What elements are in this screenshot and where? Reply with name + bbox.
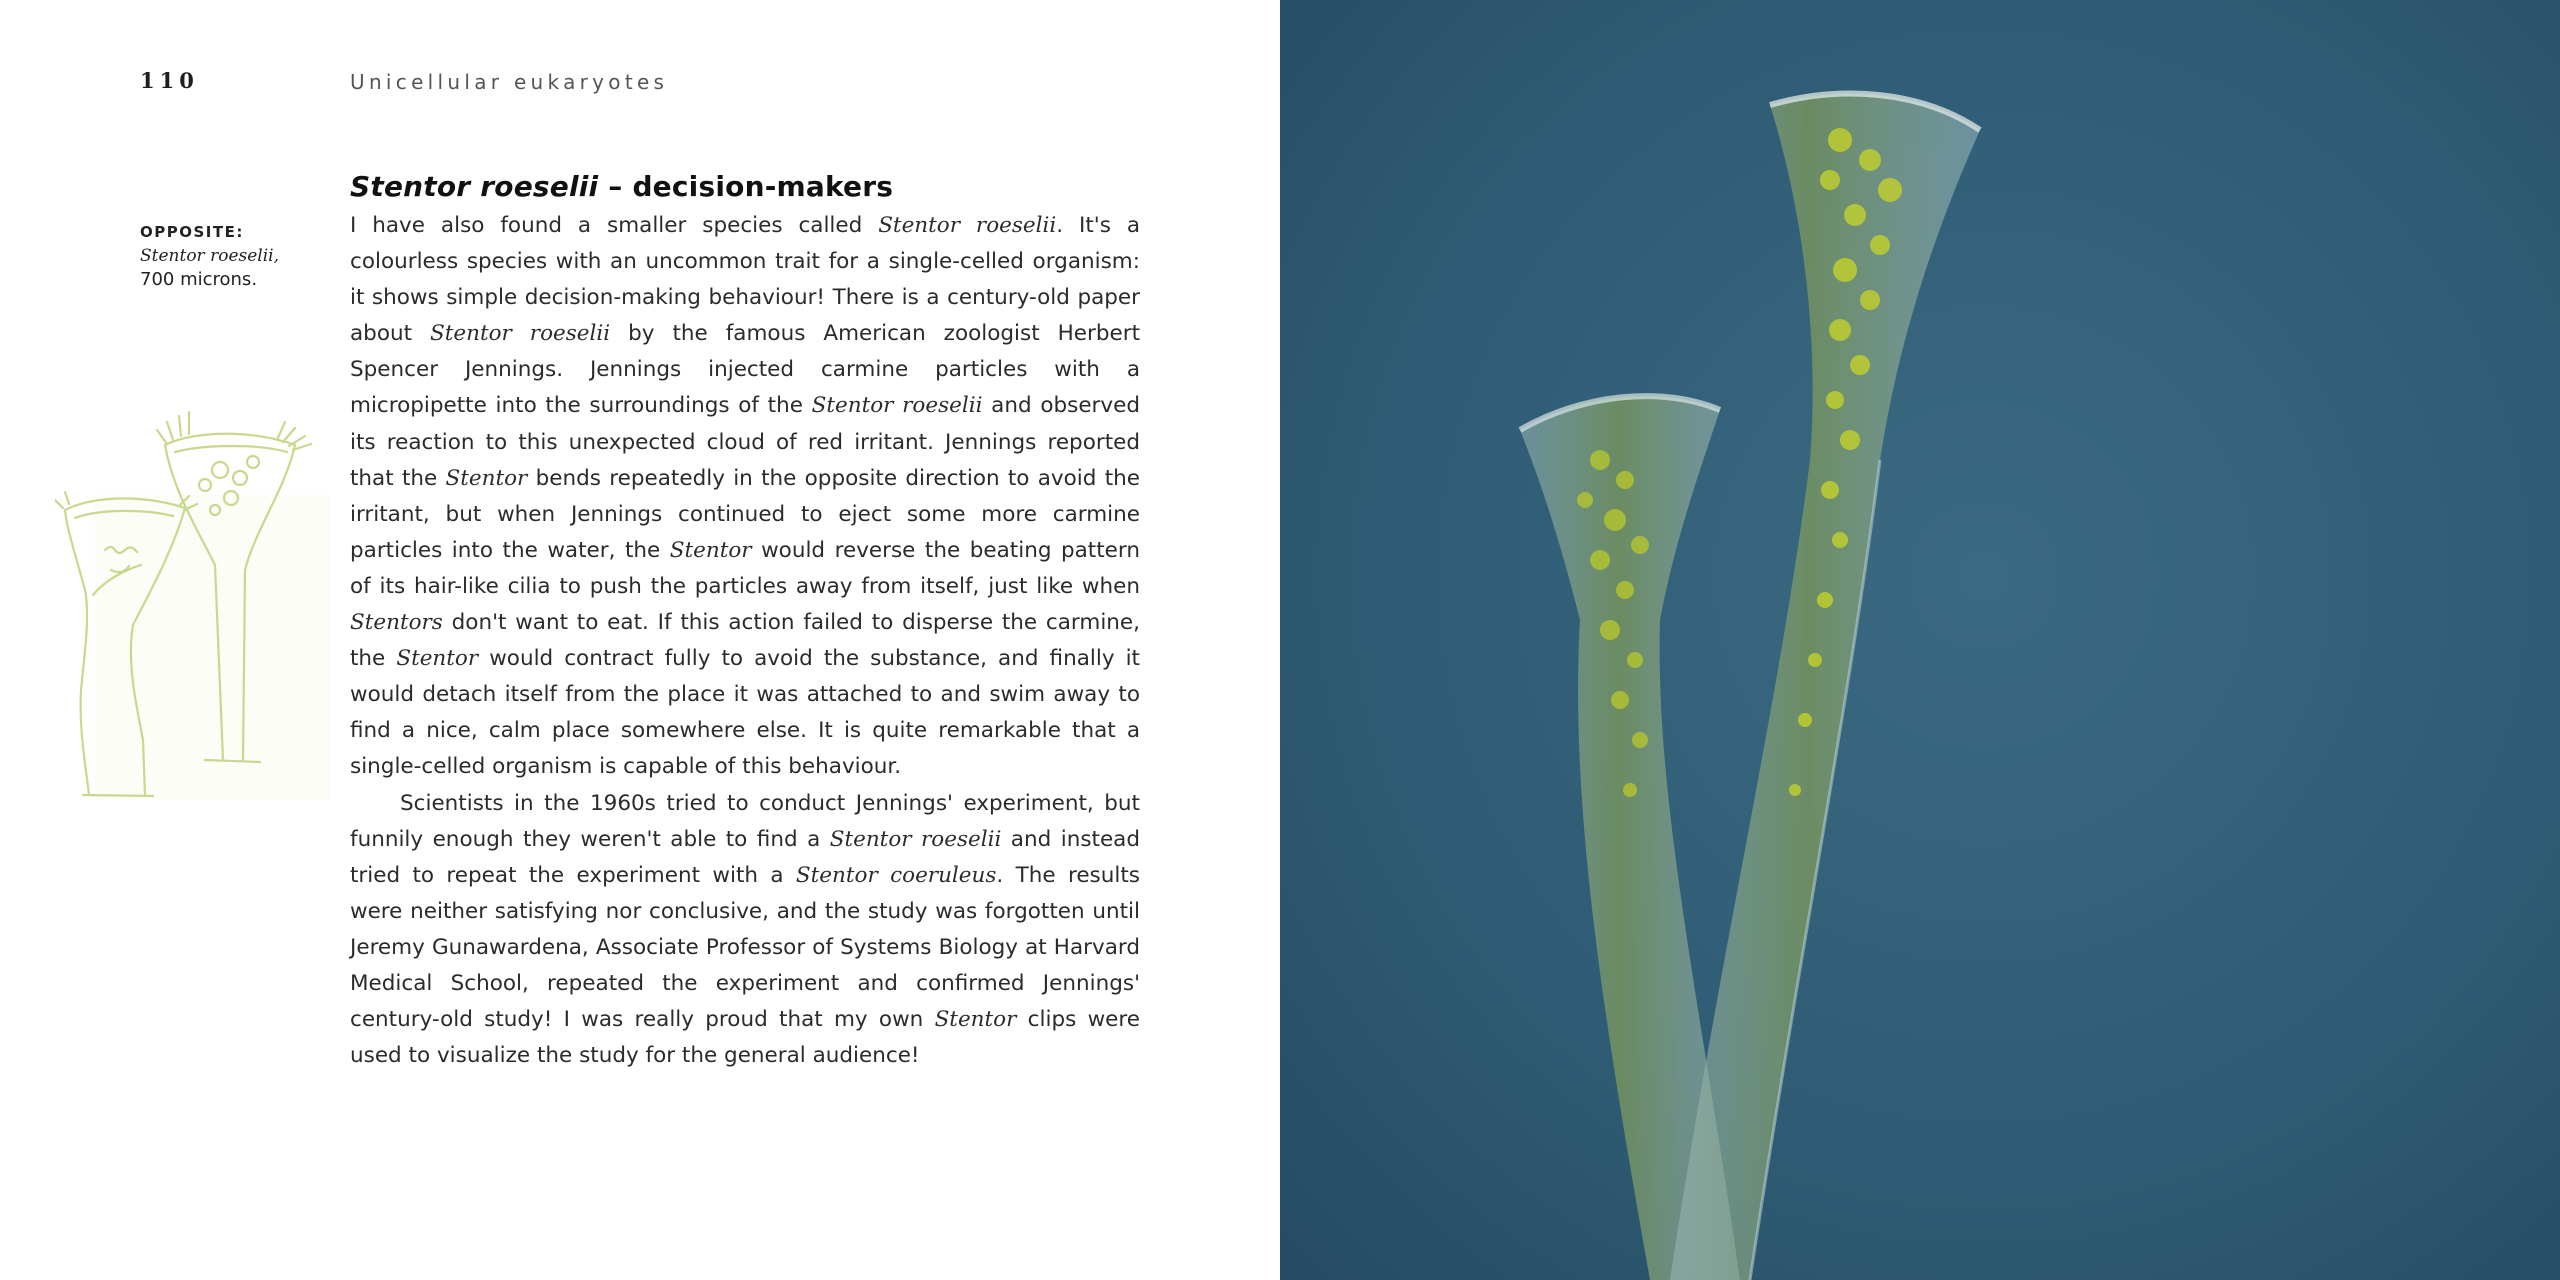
stentor-sketch-illustration xyxy=(55,400,330,805)
paragraph-text: would reverse the beating pattern of its hair-like cilia to push the particles away from itself, just like when xyxy=(350,537,1140,599)
species-name: Stentor coeruleus xyxy=(795,862,997,888)
paragraph-text: don't want to eat. If this action failed to disperse the carmine, the xyxy=(350,610,1140,672)
photo-caption xyxy=(140,220,340,292)
paragraph-text: . It's a colourless species with an uncommon trait for a single-celled organism: it shows simple decision-making behaviour! There is a century-old paper about xyxy=(350,213,1140,347)
species-name: Stentor xyxy=(669,537,752,563)
paragraph-text: clips were used to visualize the study for the general audience! xyxy=(350,1007,1140,1069)
species-name: Stentor roeselii xyxy=(829,826,1002,852)
species-name: Stentor xyxy=(396,646,479,672)
species-name: Stentor xyxy=(934,1007,1017,1033)
stentor-micrograph xyxy=(1280,0,2560,1280)
article-body xyxy=(350,208,1140,1074)
species-name: Stentor roeselii xyxy=(430,321,611,347)
caption-size: 700 microns. xyxy=(140,269,258,290)
paragraph-text: I have also found a smaller species called xyxy=(350,213,879,238)
article-paragraph xyxy=(350,786,1140,1075)
running-title: Unicellular eukaryotes xyxy=(350,70,669,94)
paragraph-text: and observed its reaction to this unexpected cloud of red irritant. Jennings reported that the xyxy=(350,393,1140,491)
caption-label: OPPOSITE: xyxy=(140,223,244,241)
heading-species: Stentor roeselii xyxy=(350,170,599,203)
paragraph-text: bends repeatedly in the opposite direction to avoid the irritant, but when Jennings continued to eject some more carmine particles into the water, the xyxy=(350,465,1140,563)
caption-species: Stentor roeselii, xyxy=(140,246,280,266)
species-name: Stentor roeselii xyxy=(878,213,1057,238)
species-name: Stentor xyxy=(445,465,528,491)
paragraph-text: and instead tried to repeat the experiment with a xyxy=(350,826,1141,888)
section-heading xyxy=(350,170,1140,203)
paragraph-text: would contract fully to avoid the substance, and finally it would detach itself from the place it was attached to and swim away to find a nice, calm place somewhere else. It is quite remarkable that a single-celled organism is capable of this behaviour. xyxy=(350,646,1140,780)
species-name: Stentors xyxy=(350,610,443,636)
paragraph-text: by the famous American zoologist Herbert Spencer Jennings. Jennings injected carmine particles with a micropipette into the surroundings of the xyxy=(350,321,1141,419)
species-name: Stentor roeselii xyxy=(811,393,983,419)
paragraph-text: Scientists in the 1960s tried to conduct Jennings' experiment, but funnily enough they weren't able to find a xyxy=(350,790,1140,852)
article-paragraph xyxy=(350,208,1140,786)
heading-subtitle: – decision-makers xyxy=(598,170,894,203)
paragraph-text: . The results were neither satisfying nor conclusive, and the study was forgotten until Jeremy Gunawardena, Associate Professor of Systems Biology at Harvard Medical School, repeated the experiment and confirmed Jennings' century-old study! I was really proud that my own xyxy=(350,862,1140,1033)
page-number: 110 xyxy=(140,68,199,93)
